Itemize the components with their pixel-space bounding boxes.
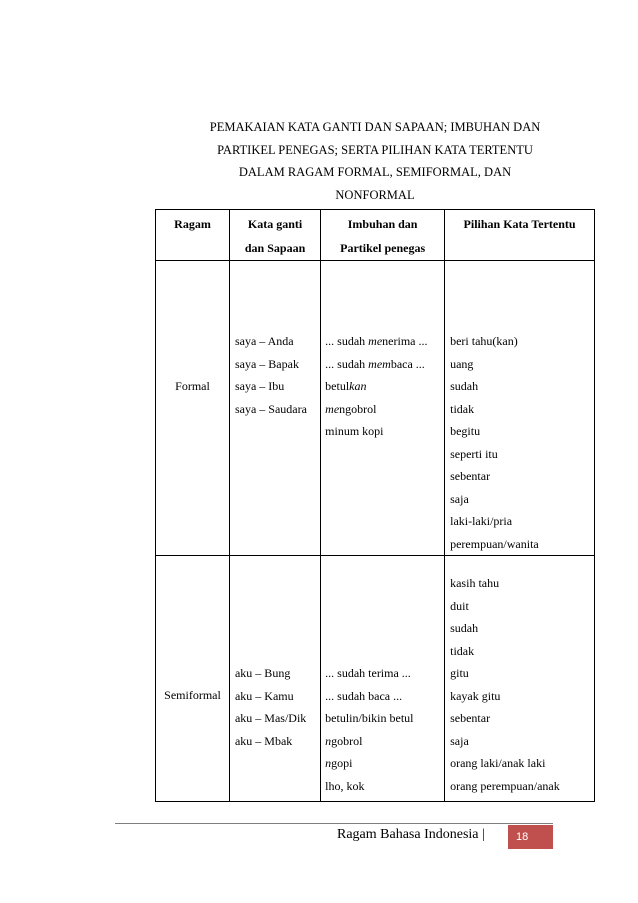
footer-title: Ragam Bahasa Indonesia |	[337, 827, 485, 842]
pilihan-item: sebentar	[450, 711, 491, 725]
header-kata-ganti	[229, 210, 320, 261]
imbuhan-text: lho, kok	[325, 778, 365, 793]
imbuhan-item	[325, 398, 444, 421]
imbuhan-text: betulin/bikin betul	[325, 711, 414, 725]
pilihan-item: orang perempuan/anak	[450, 778, 560, 793]
cell-pilihan-formal	[445, 261, 595, 556]
imbuhan-item	[325, 685, 444, 708]
pilihan-item: orang laki/anak laki	[450, 756, 546, 770]
pilihan-item: sudah	[450, 621, 479, 635]
kata-ganti-item: aku – Mbak	[234, 733, 293, 748]
pilihan-item: saja	[450, 733, 469, 748]
pilihan-item: kasih tahu	[450, 576, 500, 590]
title-line: PARTIKEL PENEGAS; SERTA PILIHAN KATA TERTENTU	[217, 142, 533, 157]
imbuhan-item	[325, 775, 444, 798]
imbuhan-emphasis: me	[325, 401, 340, 416]
cell-ragam-formal	[156, 261, 230, 556]
pilihan-list	[445, 556, 594, 797]
imbuhan-item	[325, 752, 444, 775]
imbuhan-text: minum kopi	[325, 424, 384, 438]
kata-ganti-item: saya – Saudara	[234, 401, 307, 416]
imbuhan-text: nerima ...	[382, 334, 428, 348]
footer-divider	[115, 823, 553, 824]
pilihan-item: tidak	[450, 643, 475, 658]
imbuhan-list	[321, 556, 444, 797]
header-imbuhan-line: Imbuhan dan	[347, 217, 418, 231]
kata-ganti-list	[230, 556, 320, 752]
imbuhan-text: ... sudah baca ...	[325, 688, 403, 703]
imbuhan-emphasis: me	[368, 334, 383, 348]
kata-ganti-item: saya – Bapak	[234, 356, 299, 371]
imbuhan-text: ... sudah	[325, 334, 369, 348]
pilihan-item: sebentar	[450, 469, 491, 483]
title-line: DALAM RAGAM FORMAL, SEMIFORMAL, DAN	[238, 165, 512, 179]
pilihan-item: duit	[450, 598, 469, 613]
ragam-label: Formal	[175, 379, 210, 393]
header-pilihan-label: Pilihan Kata Tertentu	[463, 217, 576, 231]
pilihan-item: laki-laki/pria	[450, 514, 513, 528]
pilihan-item: gitu	[450, 666, 469, 680]
cell-ragam-semiformal	[156, 556, 230, 802]
cell-kata-ganti-formal	[229, 261, 320, 556]
imbuhan-item	[325, 662, 444, 685]
imbuhan-text: ... sudah	[325, 356, 369, 371]
imbuhan-emphasis: mem	[368, 356, 391, 371]
pilihan-list	[445, 261, 594, 555]
imbuhan-text: gobrol	[331, 733, 363, 748]
header-ragam	[156, 210, 230, 261]
imbuhan-text: gopi	[331, 756, 353, 770]
pilihan-item: seperti itu	[450, 446, 498, 461]
kata-ganti-item: saya – Ibu	[234, 379, 285, 393]
header-imbuhan-line: Partikel penegas	[340, 241, 426, 255]
imbuhan-item	[325, 353, 444, 376]
imbuhan-text: betul	[325, 379, 350, 393]
pilihan-item: sudah	[450, 379, 479, 393]
title-line: PEMAKAIAN KATA GANTI DAN SAPAAN; IMBUHAN DAN	[209, 120, 541, 134]
table-row-formal	[156, 261, 595, 556]
imbuhan-item	[325, 420, 444, 443]
kata-ganti-list	[230, 261, 320, 420]
header-kata-ganti-line: dan Sapaan	[244, 241, 306, 255]
imbuhan-emphasis: n	[325, 756, 332, 770]
header-ragam-label: Ragam	[174, 217, 211, 231]
imbuhan-item	[325, 375, 444, 398]
cell-imbuhan-formal	[321, 261, 445, 556]
page-number: 18	[508, 825, 553, 849]
imbuhan-list	[321, 261, 444, 443]
pilihan-item: begitu	[450, 424, 481, 438]
kata-ganti-item: saya – Anda	[234, 334, 294, 348]
imbuhan-item	[325, 330, 444, 353]
cell-imbuhan-semiformal	[321, 556, 445, 802]
imbuhan-emphasis: n	[325, 733, 332, 748]
pilihan-item: uang	[450, 356, 474, 371]
kata-ganti-item: aku – Kamu	[234, 688, 294, 703]
header-pilihan	[445, 210, 595, 261]
cell-kata-ganti-semiformal	[229, 556, 320, 802]
kata-ganti-item: aku – Bung	[234, 666, 291, 680]
pilihan-item: kayak gitu	[450, 688, 501, 703]
header-imbuhan	[321, 210, 445, 261]
pilihan-item: perempuan/wanita	[450, 536, 539, 551]
pilihan-item: saja	[450, 491, 469, 506]
imbuhan-item	[325, 707, 444, 730]
header-kata-ganti-line: Kata ganti	[247, 217, 303, 231]
table-title	[160, 116, 590, 206]
imbuhan-text: ngobrol	[339, 401, 377, 416]
ragam-label: Semiformal	[164, 688, 221, 702]
imbuhan-text: ... sudah terima ...	[325, 666, 411, 680]
pilihan-item: beri tahu(kan)	[450, 334, 518, 348]
kata-ganti-item: aku – Mas/Dik	[234, 711, 307, 725]
imbuhan-text: baca ...	[390, 356, 425, 371]
ragam-table	[155, 209, 595, 802]
imbuhan-emphasis: kan	[349, 379, 367, 393]
title-line: NONFORMAL	[335, 187, 415, 202]
imbuhan-item	[325, 730, 444, 753]
pilihan-item: tidak	[450, 401, 475, 416]
cell-pilihan-semiformal	[445, 556, 595, 802]
table-row-semiformal	[156, 556, 595, 802]
table-header-row	[156, 210, 595, 261]
